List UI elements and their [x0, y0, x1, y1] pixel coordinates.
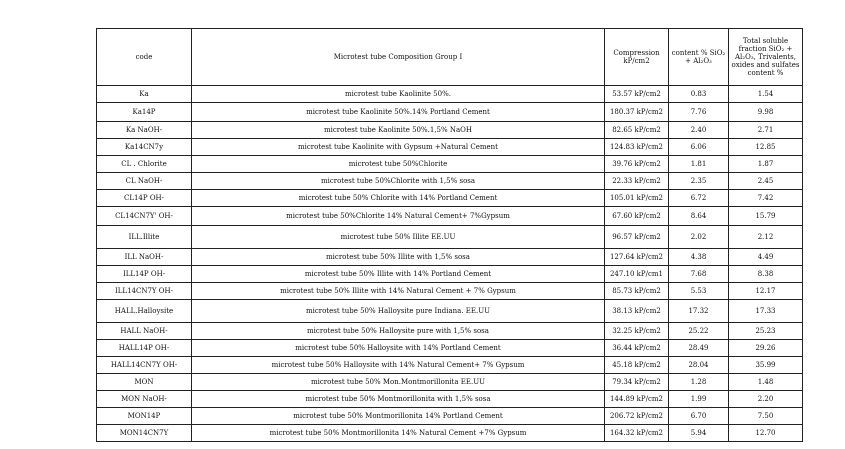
cell-total-soluble: 12.85 [729, 139, 803, 156]
cell-code: CL . Chlorite [97, 156, 192, 173]
cell-compression: 82.65 kP/cm2 [605, 122, 669, 139]
cell-total-soluble: 12.70 [729, 425, 803, 442]
cell-code: CL14CN7Y' OH- [97, 207, 192, 226]
cell-compression: 22.33 kP/cm2 [605, 173, 669, 190]
table-row [97, 122, 803, 139]
header-total-soluble: Total soluble fraction SiO₂ + Al₂O₃, Trivalents, oxides and sulfates content % [729, 29, 803, 86]
cell-compression: 79.34 kP/cm2 [605, 374, 669, 391]
cell-total-soluble: 35.99 [729, 357, 803, 374]
cell-compression: 124.83 kP/cm2 [605, 139, 669, 156]
table-row [97, 357, 803, 374]
table-row [97, 300, 803, 323]
cell-total-soluble: 2.20 [729, 391, 803, 408]
cell-compression: 45.18 kP/cm2 [605, 357, 669, 374]
cell-composition: microtest tube 50% Montmorillonita with 1,5% sosa [192, 391, 605, 408]
table-row [97, 86, 803, 103]
cell-code: ILL14CN7Y OH- [97, 283, 192, 300]
cell-code: HALL NaOH- [97, 323, 192, 340]
cell-composition: microtest tube 50% Illite with 14% Natural Cement + 7% Gypsum [192, 283, 605, 300]
cell-code: ILL14P OH- [97, 266, 192, 283]
table-header [97, 29, 803, 86]
cell-composition: microtest tube 50%Chlorite [192, 156, 605, 173]
header-row [97, 29, 803, 86]
cell-code: Ka [97, 86, 192, 103]
cell-total-soluble: 1.54 [729, 86, 803, 103]
cell-sio-content: 2.35 [669, 173, 729, 190]
table-row [97, 323, 803, 340]
table-body [97, 86, 803, 442]
cell-compression: 36.44 kP/cm2 [605, 340, 669, 357]
cell-compression: 85.73 kP/cm2 [605, 283, 669, 300]
cell-total-soluble: 7.42 [729, 190, 803, 207]
cell-code: Ka NaOH- [97, 122, 192, 139]
table-row [97, 249, 803, 266]
table-row [97, 103, 803, 122]
cell-total-soluble: 2.45 [729, 173, 803, 190]
cell-total-soluble: 2.71 [729, 122, 803, 139]
table-row [97, 139, 803, 156]
cell-composition: microtest tube 50% Illite EE.UU [192, 226, 605, 249]
cell-sio-content: 25.22 [669, 323, 729, 340]
cell-code: MON [97, 374, 192, 391]
cell-sio-content: 28.04 [669, 357, 729, 374]
cell-composition: microtest tube 50%Chlorite 14% Natural Cement+ 7%Gypsum [192, 207, 605, 226]
cell-sio-content: 8.64 [669, 207, 729, 226]
table-row [97, 207, 803, 226]
table-row [97, 425, 803, 442]
cell-total-soluble: 7.50 [729, 408, 803, 425]
cell-compression: 38.13 kP/cm2 [605, 300, 669, 323]
cell-code: HALL14CN7Y OH- [97, 357, 192, 374]
table-row [97, 173, 803, 190]
cell-total-soluble: 2.12 [729, 226, 803, 249]
cell-composition: microtest tube 50% Halloysite pure Indiana. EE.UU [192, 300, 605, 323]
table-row [97, 283, 803, 300]
cell-sio-content: 7.68 [669, 266, 729, 283]
table-row [97, 226, 803, 249]
table-row [97, 374, 803, 391]
cell-sio-content: 0.83 [669, 86, 729, 103]
cell-composition: microtest tube 50% Montmorillonita 14% Portland Cement [192, 408, 605, 425]
table-row [97, 266, 803, 283]
cell-composition: microtest tube Kaolinite 50%.14% Portland Cement [192, 103, 605, 122]
cell-sio-content: 5.94 [669, 425, 729, 442]
cell-composition: microtest tube 50% Mon.Montmorillonita EE.UU [192, 374, 605, 391]
cell-compression: 164.32 kP/cm2 [605, 425, 669, 442]
table-row [97, 408, 803, 425]
cell-composition: microtest tube 50% Halloysite with 14% Natural Cement+ 7% Gypsum [192, 357, 605, 374]
cell-compression: 32.25 kP/cm2 [605, 323, 669, 340]
cell-sio-content: 6.70 [669, 408, 729, 425]
cell-total-soluble: 4.49 [729, 249, 803, 266]
cell-total-soluble: 1.87 [729, 156, 803, 173]
cell-code: MON NaOH- [97, 391, 192, 408]
header-sio-content: content % SiO₂ + Al₂O₃ [669, 29, 729, 86]
table-row [97, 156, 803, 173]
cell-composition: microtest tube Kaolinite 50%.1,5% NaOH [192, 122, 605, 139]
cell-composition: microtest tube 50%Chlorite with 1,5% sosa [192, 173, 605, 190]
cell-sio-content: 6.72 [669, 190, 729, 207]
cell-compression: 39.76 kP/cm2 [605, 156, 669, 173]
document-page [96, 28, 800, 442]
cell-sio-content: 28.49 [669, 340, 729, 357]
cell-total-soluble: 12.17 [729, 283, 803, 300]
cell-code: MON14CN7Y [97, 425, 192, 442]
cell-composition: microtest tube 50% Halloysite with 14% Portland Cement [192, 340, 605, 357]
cell-sio-content: 7.76 [669, 103, 729, 122]
cell-sio-content: 6.06 [669, 139, 729, 156]
cell-code: CL NaOH- [97, 173, 192, 190]
cell-composition: microtest tube 50% Illite with 1,5% sosa [192, 249, 605, 266]
cell-sio-content: 5.53 [669, 283, 729, 300]
cell-sio-content: 4.38 [669, 249, 729, 266]
table-row [97, 340, 803, 357]
cell-composition: microtest tube 50% Montmorillonita 14% Natural Cement +7% Gypsum [192, 425, 605, 442]
cell-compression: 105.01 kP/cm2 [605, 190, 669, 207]
cell-composition: microtest tube 50% Chlorite with 14% Portland Cement [192, 190, 605, 207]
cell-total-soluble: 1.48 [729, 374, 803, 391]
cell-compression: 180.37 kP/cm2 [605, 103, 669, 122]
cell-code: Ka14P [97, 103, 192, 122]
cell-compression: 206.72 kP/cm2 [605, 408, 669, 425]
cell-code: HALL.Halloysite [97, 300, 192, 323]
cell-code: ILL.Illite [97, 226, 192, 249]
cell-code: ILL NaOH- [97, 249, 192, 266]
table-row [97, 190, 803, 207]
cell-compression: 127.64 kP/cm2 [605, 249, 669, 266]
cell-sio-content: 2.02 [669, 226, 729, 249]
cell-total-soluble: 15.79 [729, 207, 803, 226]
cell-composition: microtest tube Kaolinite with Gypsum +Natural Cement [192, 139, 605, 156]
header-compression: Compression kP/cm2 [605, 29, 669, 86]
cell-code: MON14P [97, 408, 192, 425]
cell-code: CL14P OH- [97, 190, 192, 207]
cell-total-soluble: 29.26 [729, 340, 803, 357]
cell-sio-content: 2.40 [669, 122, 729, 139]
header-composition: Microtest tube Composition Group I [192, 29, 605, 86]
cell-code: Ka14CN7y [97, 139, 192, 156]
header-code: code [97, 29, 192, 86]
cell-sio-content: 1.81 [669, 156, 729, 173]
cell-compression: 247.10 kP/cm1 [605, 266, 669, 283]
composition-table [96, 28, 803, 442]
cell-total-soluble: 9.98 [729, 103, 803, 122]
cell-composition: microtest tube Kaolinite 50%. [192, 86, 605, 103]
cell-sio-content: 1.28 [669, 374, 729, 391]
cell-code: HALL14P OH- [97, 340, 192, 357]
cell-compression: 96.57 kP/cm2 [605, 226, 669, 249]
cell-compression: 67.60 kP/cm2 [605, 207, 669, 226]
cell-composition: microtest tube 50% Halloysite pure with 1,5% sosa [192, 323, 605, 340]
cell-compression: 53.57 kP/cm2 [605, 86, 669, 103]
cell-composition: microtest tube 50% Illite with 14% Portland Cement [192, 266, 605, 283]
cell-compression: 144.89 kP/cm2 [605, 391, 669, 408]
cell-total-soluble: 8.38 [729, 266, 803, 283]
cell-total-soluble: 17.33 [729, 300, 803, 323]
cell-sio-content: 1.99 [669, 391, 729, 408]
cell-sio-content: 17.32 [669, 300, 729, 323]
table-row [97, 391, 803, 408]
cell-total-soluble: 25.23 [729, 323, 803, 340]
